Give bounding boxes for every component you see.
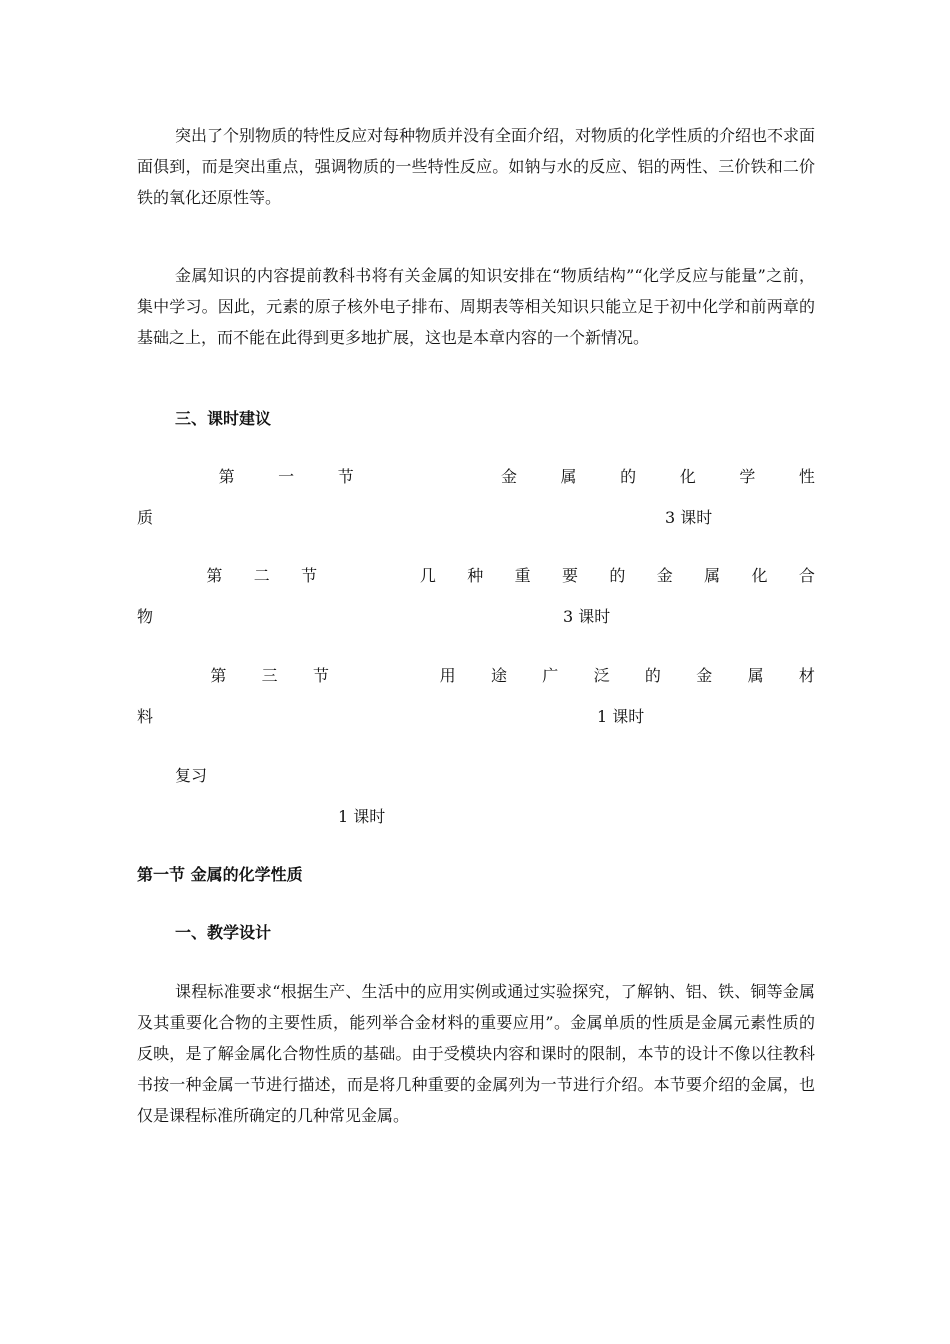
paragraph-curriculum-standard: 课程标准要求“根据生产、生活中的应用实例或通过实验探究，了解钠、铝、铁、铜等金属及其重要化合物的主要性质，能列举合金材料的重要应用”。金属单质的性质是金属元素性质的反映，是了解金属化合物性质的基础。由于受模块内容和课时的限制，本节的设计不像以往教科书按一种金属一节进行描述，而是将几种重要的金属列为一节进行介绍。本节要介绍的金属，也仅是课程标准所确定的几种常见金属。 (137, 982, 815, 1125)
schedule-char: 第 (206, 566, 223, 585)
heading-section-1: 第一节 金属的化学性质 (137, 865, 303, 884)
schedule-row-3 (137, 665, 815, 687)
schedule-char: 一 (278, 467, 295, 486)
schedule-row-1-tail: 质 (137, 508, 154, 527)
schedule-char: 种 (467, 566, 484, 585)
schedule-char: 学 (739, 467, 756, 486)
schedule-row-2-tail: 物 (137, 607, 154, 626)
schedule-review-hours: 1 课时 (338, 807, 386, 826)
schedule-char: 要 (561, 566, 578, 585)
schedule-char: 金 (500, 467, 517, 486)
schedule-row-3-tail: 料 (137, 707, 154, 726)
paragraph-chemical-properties: 突出了个别物质的特性反应对每种物质并没有全面介绍，对物质的化学性质的介绍也不求面面俱到，而是突出重点，强调物质的一些特性反应。如钠与水的反应、铝的两性、三价铁和二价铁的氧化还原性等。 (137, 126, 816, 207)
schedule-char: 化 (751, 566, 768, 585)
schedule-review-label: 复习 (175, 766, 208, 785)
paragraph-metal-knowledge: 金属知识的内容提前教科书将有关金属的知识安排在“物质结构”“化学反应与能量”之前，集中学习。因此，元素的原子核外电子排布、周期表等相关知识只能立足于初中化学和前两章的基础之上，而不能在此得到更多地扩展，这也是本章内容的一个新情况。 (137, 266, 815, 347)
schedule-char: 属 (560, 467, 577, 486)
schedule-char: 金 (656, 566, 673, 585)
schedule-char: 合 (798, 566, 815, 585)
schedule-char: 节 (337, 467, 354, 486)
schedule-row-3-hours: 1 课时 (597, 707, 645, 726)
schedule-char: 的 (620, 467, 637, 486)
schedule-char: 属 (704, 566, 721, 585)
schedule-char: 第 (210, 666, 227, 685)
schedule-char: 重 (514, 566, 531, 585)
schedule-char: 材 (798, 666, 815, 685)
schedule-char: 节 (301, 566, 318, 585)
schedule-char: 三 (261, 666, 278, 685)
schedule-char: 几 (419, 566, 436, 585)
schedule-row-2 (137, 565, 815, 587)
heading-schedule: 三、课时建议 (175, 409, 272, 428)
schedule-row-1 (137, 466, 815, 488)
schedule-row-1-hours: 3 课时 (665, 508, 713, 527)
schedule-char: 节 (312, 666, 329, 685)
schedule-char: 途 (490, 666, 507, 685)
schedule-char: 的 (609, 566, 626, 585)
schedule-char: 的 (644, 666, 661, 685)
schedule-char: 泛 (593, 666, 610, 685)
schedule-row-2-hours: 3 课时 (563, 607, 611, 626)
heading-teaching-design: 一、教学设计 (175, 923, 272, 942)
schedule-char: 金 (696, 666, 713, 685)
schedule-char: 性 (798, 467, 815, 486)
schedule-char: 属 (747, 666, 764, 685)
schedule-char: 广 (542, 666, 559, 685)
schedule-char: 第 (218, 467, 235, 486)
schedule-char: 用 (439, 666, 456, 685)
schedule-char: 化 (679, 467, 696, 486)
schedule-char: 二 (253, 566, 270, 585)
